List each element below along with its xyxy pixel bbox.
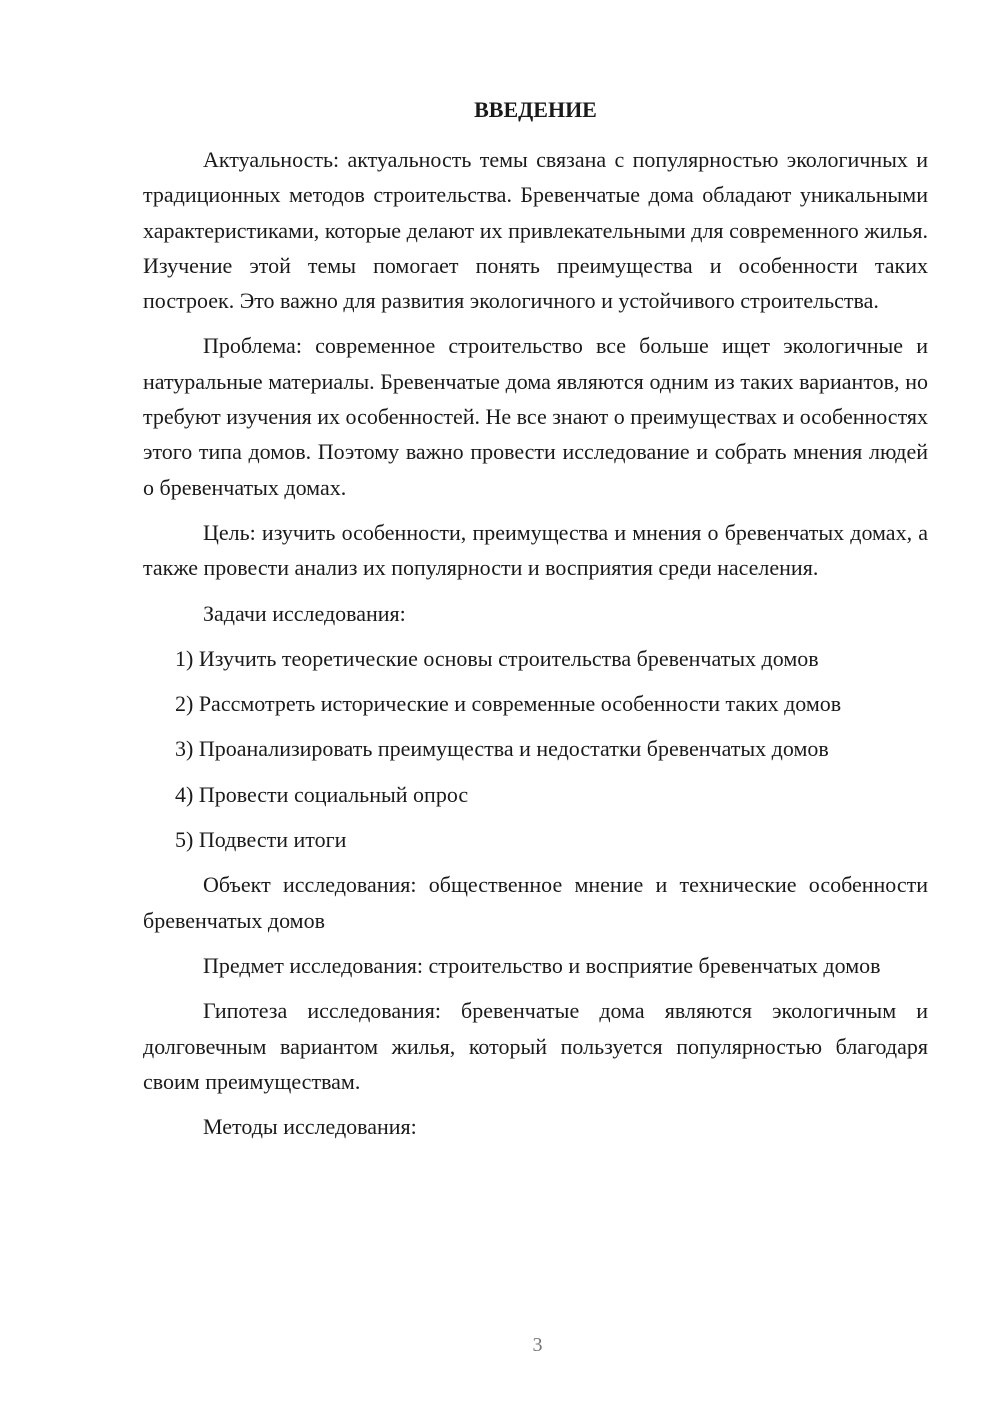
object-paragraph: Объект исследования: общественное мнение и технические особенности бревенчатых домов bbox=[143, 872, 928, 933]
tasks-heading: Задачи исследования: bbox=[203, 600, 406, 626]
methods-heading: Методы исследования: bbox=[203, 1114, 417, 1140]
hypothesis-paragraph: Гипотеза исследования: бревенчатые дома являются экологичным и долговечным вариантом жилья, который пользуется популярностью благодаря своим преимуществам. bbox=[143, 998, 928, 1094]
list-item: 4) Провести социальный опрос bbox=[175, 781, 469, 807]
goal-paragraph: Цель: изучить особенности, преимущества и мнения о бревенчатых домах, а также провести анализ их популярности и восприятия среди населения. bbox=[143, 519, 928, 581]
subject-paragraph: Предмет исследования: строительство и восприятие бревенчатых домов bbox=[203, 952, 881, 978]
list-item: 3) Проанализировать преимущества и недостатки бревенчатых домов bbox=[175, 736, 829, 762]
list-item: 2) Рассмотреть исторические и современные особенности таких домов bbox=[175, 691, 842, 717]
problem-paragraph: Проблема: современное строительство все больше ищет экологичные и натуральные материалы. Бревенчатые дома являются одним из таких вариантов, но требуют изучения их особенностей. Не все знают о преимуществах и особенностях этого типа домов. Поэтому важно провести исследование и собрать мнения людей о бревенчатых домах. bbox=[143, 333, 929, 500]
tasks-list bbox=[143, 641, 928, 857]
page-title: ВВЕДЕНИЕ bbox=[474, 97, 597, 122]
list-item: 1) Изучить теоретические основы строительства бревенчатых домов bbox=[175, 645, 819, 671]
document-page bbox=[143, 92, 928, 1154]
relevance-paragraph: Актуальность: актуальность темы связана с популярностью экологичных и традиционных методов строительства. Бревенчатые дома обладают уникальными характеристиками, которые делают их привлекательными для современного жилья. Изучение этой темы помогает понять преимущества и особенности таких построек. Это важно для развития экологичного и устойчивого строительства. bbox=[143, 147, 928, 314]
page-number: 3 bbox=[532, 1334, 543, 1356]
list-item: 5) Подвести итоги bbox=[175, 827, 347, 853]
